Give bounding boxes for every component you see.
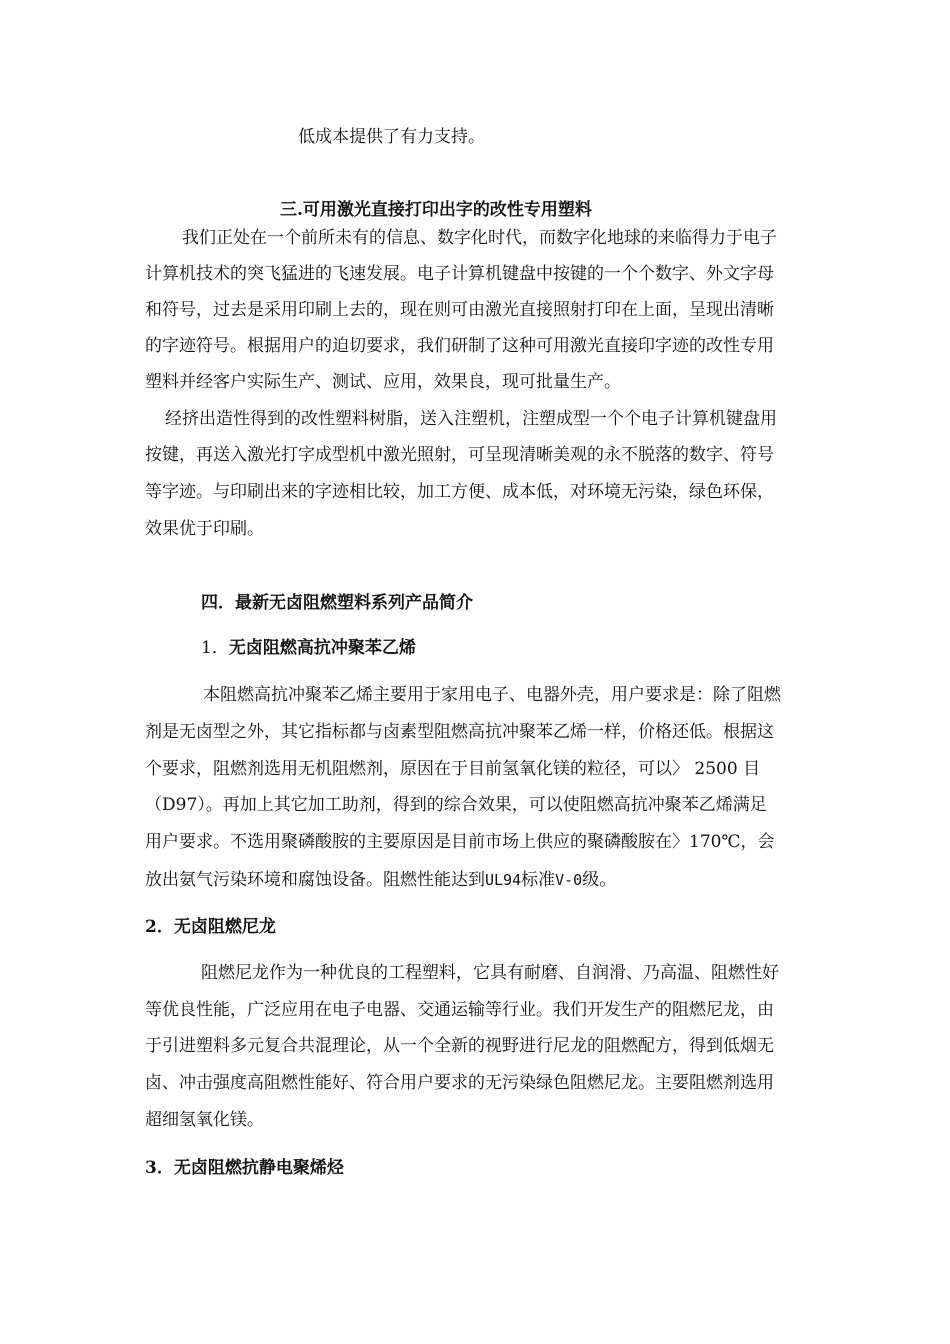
item1-last-mid: 标准 — [521, 870, 556, 890]
item2-heading: 2．无卤阻燃尼龙 — [145, 917, 276, 937]
item2-para-line: 超细氢氧化镁。 — [145, 1110, 264, 1130]
item1-last-pre: 放出氨气污染环境和腐蚀设备。阻燃性能达到 — [145, 870, 485, 890]
item1-para-line: 用户要求。不选用聚磷酸胺的主要原因是目前市场上供应的聚磷酸胺在〉170℃，会 — [145, 832, 775, 852]
item3-heading: 3．无卤阻燃抗静电聚烯烃 — [145, 1158, 344, 1178]
section3-para2-line: 经挤出造性得到的改性塑料树脂，送入注塑机，注塑成型一个个电子计算机键盘用 — [165, 409, 777, 429]
ul94-code: UL94 — [485, 871, 522, 889]
item1-para-line: 本阻燃高抗冲聚苯乙烯主要用于家用电子、电器外壳，用户要求是：除了阻燃 — [203, 685, 781, 705]
section3-para1-line: 计算机技术的突飞猛进的飞速发展。电子计算机键盘中按键的一个个数字、外文字母 — [145, 264, 774, 284]
section3-para2-line: 效果优于印刷。 — [145, 519, 264, 539]
item1-title: 无卤阻燃高抗冲聚苯乙烯 — [228, 638, 416, 658]
section3-para1-line: 塑料并经客户实际生产、测试、应用，效果良，现可批量生产。 — [145, 372, 621, 392]
item1-number: 1． — [201, 638, 229, 658]
section3-para1-line: 我们正处在一个前所未有的信息、数字化时代，而数字化地球的来临得力于电子 — [182, 228, 777, 248]
section3-para2-line: 等字迹。与印刷出来的字迹相比较，加工方便、成本低，对环境无污染，绿色环保， — [145, 482, 774, 502]
section3-para1-line: 的字迹符号。根据用户的迫切要求，我们研制了这种可用激光直接印字迹的改性专用 — [145, 336, 774, 356]
item1-para-line: 剂是无卤型之外，其它指标都与卤素型阻燃高抗冲聚苯乙烯一样，价格还低。根据这 — [145, 722, 774, 742]
item1-para-line: （D97）。再加上其它加工助剂，得到的综合效果，可以使阻燃高抗冲聚苯乙烯满足 — [145, 795, 767, 815]
item1-para-line: 个要求，阻燃剂选用无机阻燃剂，原因在于目前氢氧化镁的粒径，可以〉 2500 目 — [145, 759, 761, 779]
item2-para-line: 阻燃尼龙作为一种优良的工程塑料，它具有耐磨、自润滑、乃高温、阻燃性好 — [201, 963, 779, 983]
section3-para2-line: 按键，再送入激光打字成型机中激光照射，可呈现清晰美观的永不脱落的数字、符号 — [145, 445, 774, 465]
item2-para-line: 等优良性能，广泛应用在电子电器、交通运输等行业。我们开发生产的阻燃尼龙，由 — [145, 1000, 774, 1020]
item1-last-post: 级。 — [582, 870, 617, 890]
item2-para-line: 卤、冲击强度高阻燃性能好、符合用户要求的无污染绿色阻燃尼龙。主要阻燃剂选用 — [145, 1073, 774, 1093]
item1-para-last-line — [145, 868, 616, 892]
section3-para1-line: 和符号，过去是采用印刷上去的，现在则可由激光直接照射打印在上面，呈现出清晰 — [145, 300, 774, 320]
item2-para-line: 于引进塑料多元复合共混理论，从一个全新的视野进行尼龙的阻燃配方，得到低烟无 — [145, 1036, 774, 1056]
section3-heading: 三.可用激光直接打印出字的改性专用塑料 — [280, 200, 592, 220]
item1-heading — [201, 636, 416, 660]
intro-tail-line: 低成本提供了有力支持。 — [298, 127, 485, 147]
v0-grade-code: V-0 — [555, 871, 583, 889]
section4-heading: 四．最新无卤阻燃塑料系列产品简介 — [201, 593, 473, 613]
